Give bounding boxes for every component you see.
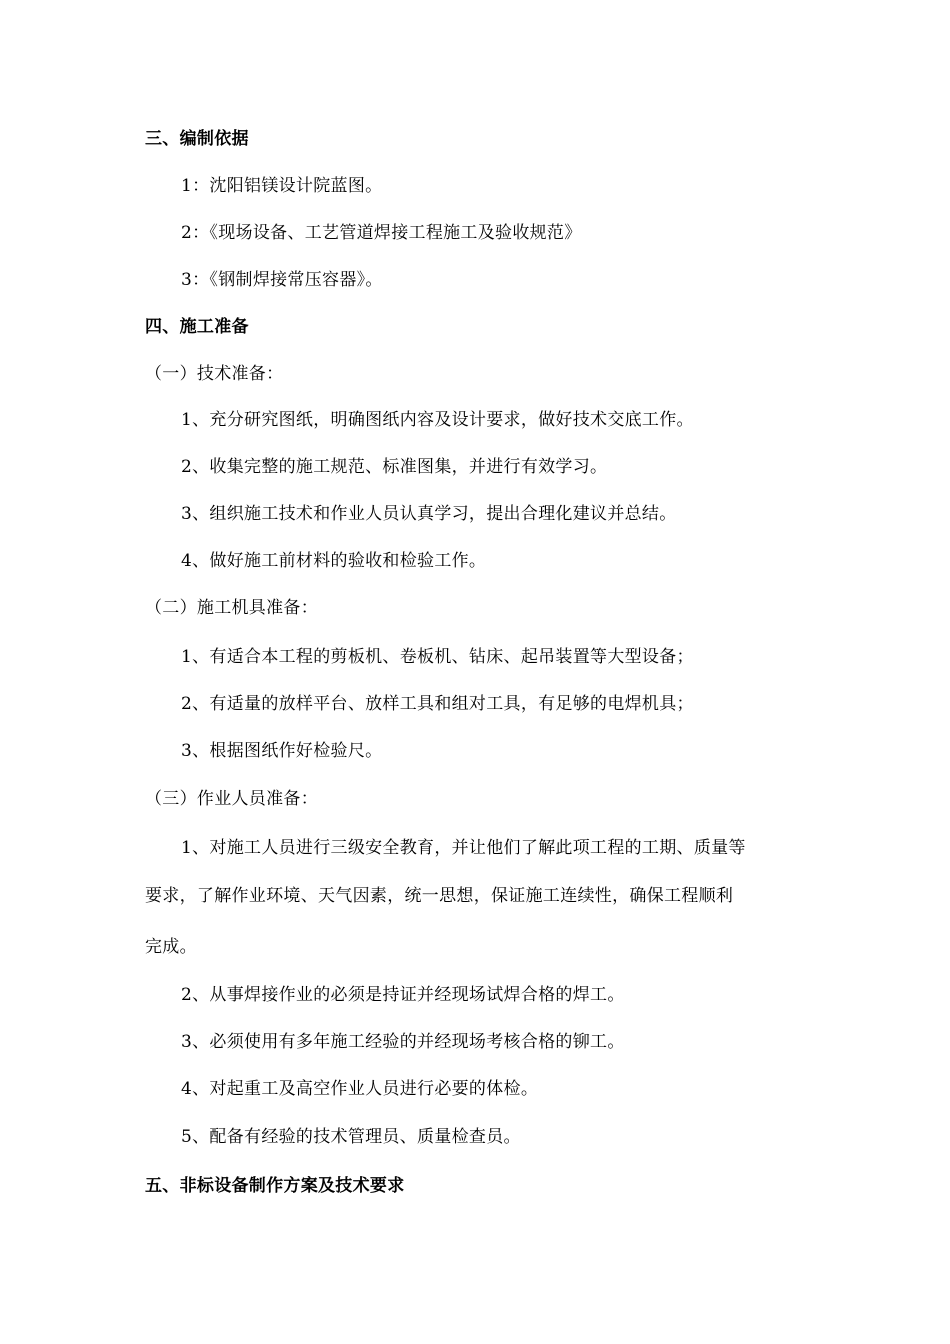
tools-item-1: 1、有适合本工程的剪板机、卷板机、钻床、起吊装置等大型设备；	[181, 647, 694, 667]
section-heading-preparation: 四、施工准备	[145, 317, 249, 337]
subsection-title-tools: （二）施工机具准备：	[145, 598, 318, 618]
staff-item-5: 5、配备有经验的技术管理员、质量检查员。	[181, 1127, 521, 1147]
basis-item-1: 1：沈阳铝镁设计院蓝图。	[181, 176, 383, 196]
subsection-title-technical: （一）技术准备：	[145, 364, 284, 384]
section-heading-basis: 三、编制依据	[145, 129, 249, 149]
technical-item-2: 2、收集完整的施工规范、标准图集，并进行有效学习。	[181, 457, 608, 477]
subsection-title-staff: （三）作业人员准备：	[145, 789, 318, 809]
staff-item-3: 3、必须使用有多年施工经验的并经现场考核合格的铆工。	[181, 1032, 625, 1052]
staff-item-1-line-3: 完成。	[145, 937, 197, 957]
technical-item-1: 1、充分研究图纸，明确图纸内容及设计要求，做好技术交底工作。	[181, 410, 694, 430]
staff-item-1-line-2: 要求，了解作业环境、天气因素，统一思想，保证施工连续性，确保工程顺利	[145, 886, 734, 906]
staff-item-4: 4、对起重工及高空作业人员进行必要的体检。	[181, 1079, 539, 1099]
staff-item-1-line-1: 1、对施工人员进行三级安全教育，并让他们了解此项工程的工期、质量等	[181, 838, 746, 858]
staff-item-2: 2、从事焊接作业的必须是持证并经现场试焊合格的焊工。	[181, 985, 625, 1005]
basis-item-2: 2：《现场设备、工艺管道焊接工程施工及验收规范》	[181, 223, 582, 243]
tools-item-3: 3、根据图纸作好检验尺。	[181, 741, 383, 761]
section-heading-fabrication: 五、非标设备制作方案及技术要求	[145, 1176, 405, 1196]
technical-item-4: 4、做好施工前材料的验收和检验工作。	[181, 551, 487, 571]
technical-item-3: 3、组织施工技术和作业人员认真学习，提出合理化建议并总结。	[181, 504, 677, 524]
basis-item-3: 3：《钢制焊接常压容器》。	[181, 270, 383, 290]
tools-item-2: 2、有适量的放样平台、放样工具和组对工具，有足够的电焊机具；	[181, 694, 694, 714]
